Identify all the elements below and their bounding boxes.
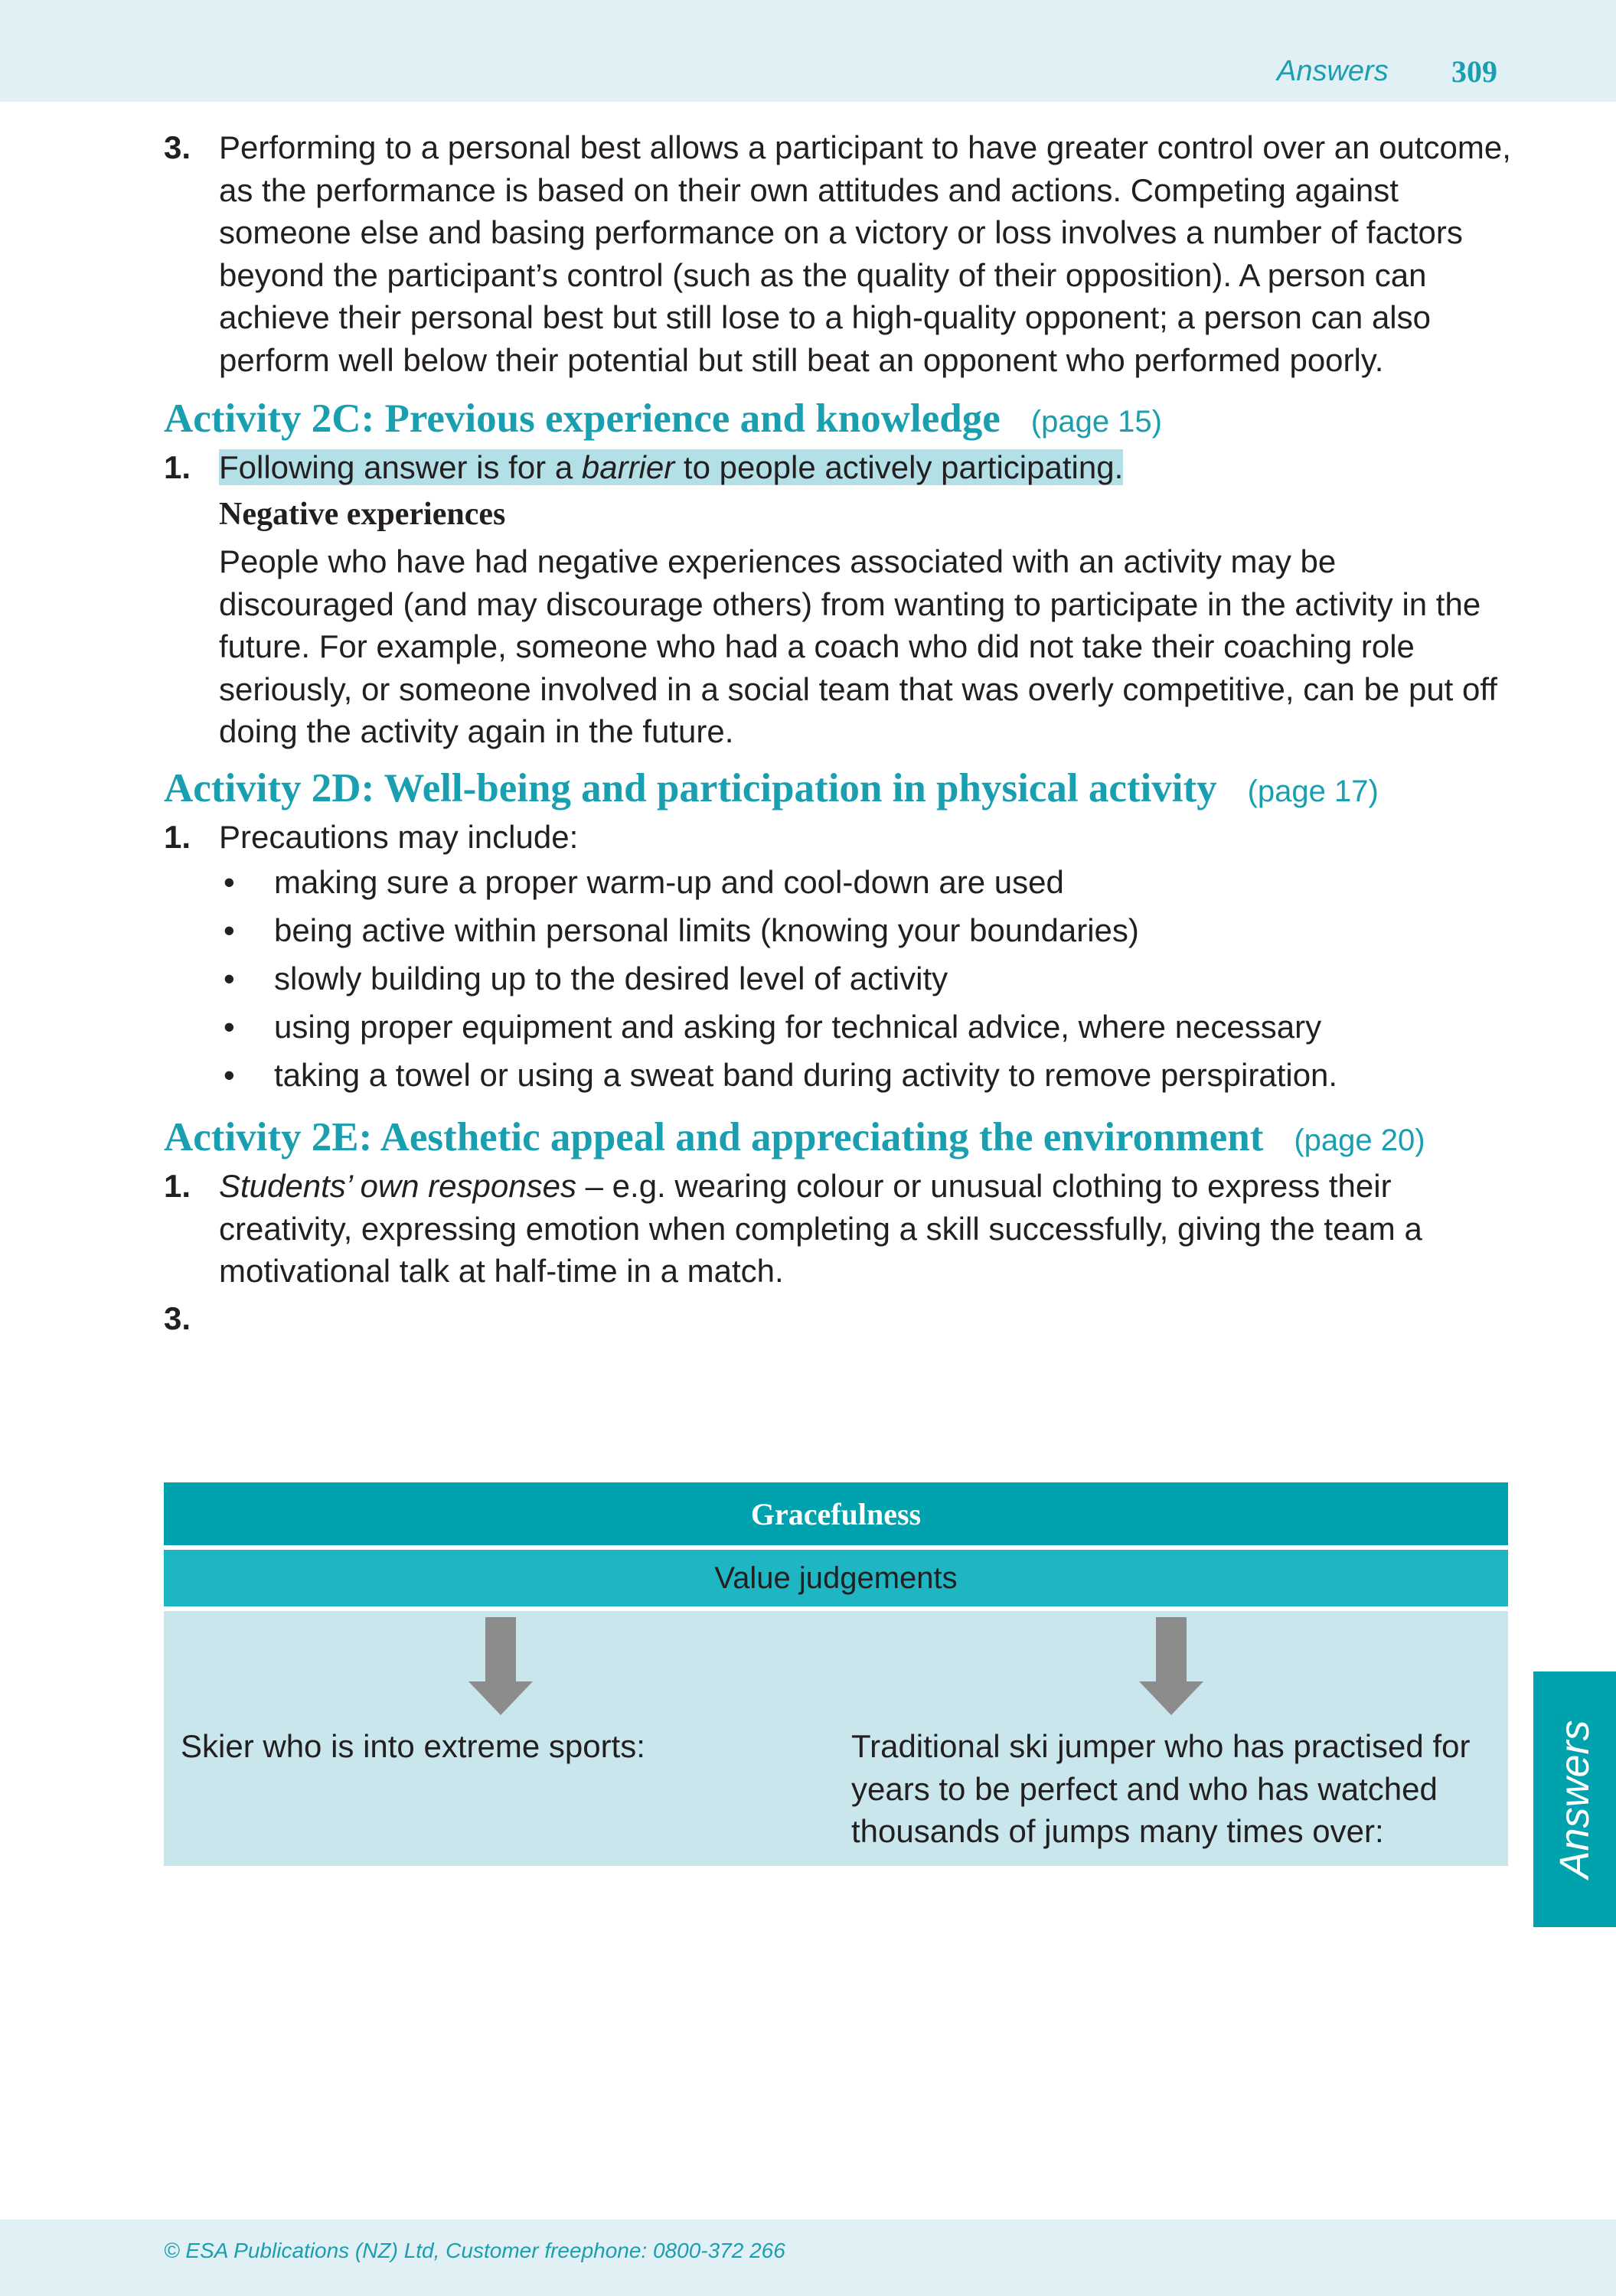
emphasis: Students’ own responses: [219, 1168, 576, 1204]
answer-item-3: [164, 126, 1511, 381]
page-reference: (page 17): [1247, 774, 1379, 808]
answer-text: [219, 1165, 1511, 1293]
answer-intro: [219, 446, 1511, 489]
activity-title: Activity 2E: Aesthetic appeal and appreciating the environment: [164, 1115, 1264, 1159]
text-run: to people actively participating.: [674, 449, 1124, 485]
bullet-list: [219, 858, 1511, 1099]
activity-title: Activity 2D: Well-being and participation in physical activity: [164, 765, 1217, 810]
item-number: 1.: [164, 449, 191, 485]
footer-copyright: © ESA Publications (NZ) Ltd, Customer freephone: 0800-372 266: [164, 2239, 785, 2262]
activity-2c-heading: [164, 394, 1511, 446]
highlighted-text: [219, 449, 1123, 485]
answers-side-tab: [1533, 1671, 1616, 1927]
text-run: – e.g. wearing colour or unusual clothing to express their creativity, expressing emotion when completing a skill successfully, giving the team a motivational talk at half-time in a match.: [219, 1168, 1422, 1289]
activity-2e-answer-1: [164, 1165, 1511, 1293]
activity-2e-answer-3: [164, 1297, 1511, 1340]
answer-intro: Precautions may include:: [219, 818, 579, 855]
table-body: [164, 1611, 1508, 1866]
list-item: • using proper equipment and asking for technical advice, where necessary: [219, 1003, 1511, 1051]
emphasis: barrier: [581, 449, 675, 485]
table-cell-right: Traditional ski jumper who has practised for years to be perfect and who has watched thousands of jumps many times over:: [851, 1728, 1471, 1849]
list-item: • making sure a proper warm-up and cool-down are used: [219, 858, 1511, 906]
down-arrow-icon: [1139, 1617, 1203, 1715]
down-arrow-icon: [468, 1617, 533, 1715]
answer-text: People who have had negative experiences associated with an activity may be discouraged (and may discourage others) from wanting to participate in the activity in the future. For example, someone who had a coach who did not take their coaching role seriously, or someone involved in a social team that was overly competitive, can be put off doing the activity again in the future.: [219, 543, 1497, 749]
activity-2c-answer-1: [164, 446, 1511, 753]
list-item: • being active within personal limits (knowing your boundaries): [219, 906, 1511, 954]
side-tab-label: Answers: [1552, 1720, 1598, 1879]
list-item: • taking a towel or using a sweat band during activity to remove perspiration.: [219, 1051, 1511, 1099]
item-number: 3.: [164, 129, 191, 165]
text-run: Following answer is for a: [219, 449, 582, 485]
item-number: 1.: [164, 818, 191, 855]
answer-text: Performing to a personal best allows a participant to have greater control over an outcome, as the performance is based on their own attitudes and actions. Competing against someone else and basing performance on a victory or loss involves a number of factors beyond the participant’s control (such as the quality of their opposition). A person can achieve their personal best but still lose to a high-quality opponent; a person can also perform well below their potential but still beat an opponent who performed poorly.: [219, 129, 1511, 378]
page-reference: (page 20): [1294, 1124, 1425, 1157]
activity-2d-heading: [164, 764, 1511, 816]
list-item: • slowly building up to the desired level of activity: [219, 954, 1511, 1003]
table-header: Gracefulness: [164, 1482, 1508, 1545]
activity-2e-heading: [164, 1113, 1511, 1165]
page-content: [164, 126, 1511, 1339]
value-judgements-table: [164, 1482, 1508, 1866]
page-reference: (page 15): [1030, 405, 1162, 439]
running-head-label: Answers: [1277, 55, 1389, 87]
table-subheader: Value judgements: [164, 1550, 1508, 1606]
answer-text: [219, 1297, 1511, 1340]
page-number: 309: [1451, 54, 1497, 89]
item-number: 1.: [164, 1168, 191, 1204]
subheading: Negative experiences: [219, 496, 506, 532]
item-number: 3.: [164, 1300, 191, 1336]
table-cell-left: Skier who is into extreme sports:: [181, 1728, 645, 1764]
activity-title: Activity 2C: Previous experience and knowledge: [164, 396, 1001, 441]
activity-2d-answer-1: [164, 816, 1511, 1100]
